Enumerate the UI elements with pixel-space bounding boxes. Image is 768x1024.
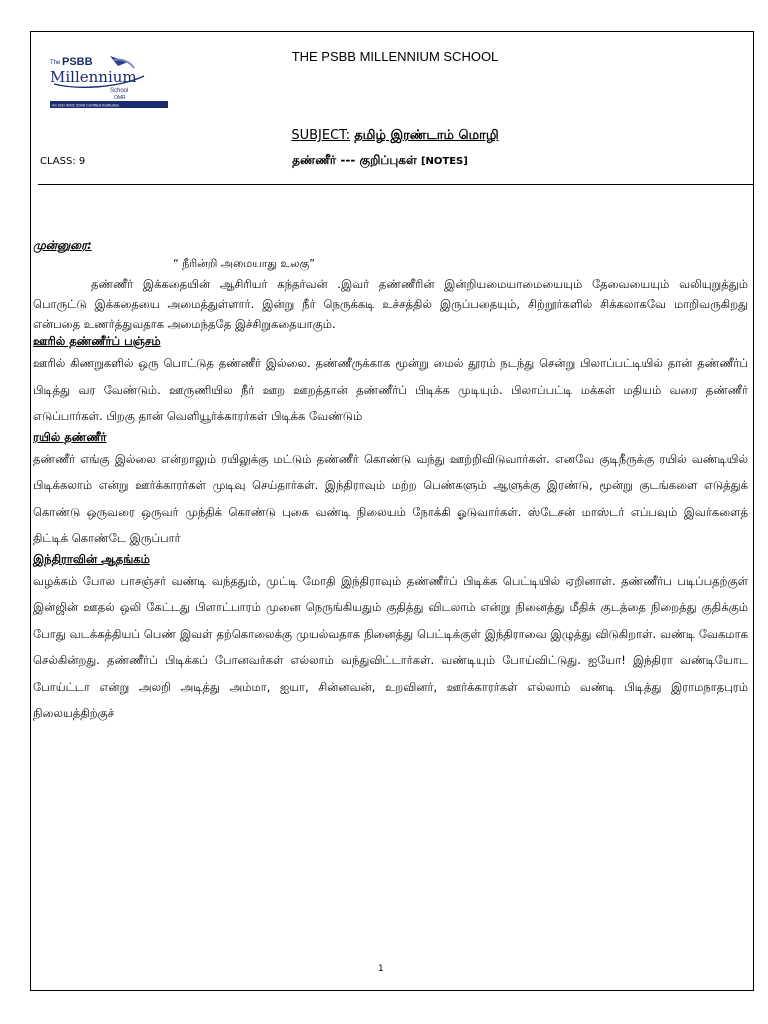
- intro-paragraph: தண்ணீர் இக்கதையின் ஆசிரியர் கந்தர்வன் .இவர் தண்ணீரின் இன்றியமையாமையையும் தேவையையும் வலியுறுத்தும் பொருட்டு இக்கதையை அமைத்துள்ளார். இன்று நீர் நெருக்கடி உச்சத்தில் இருப்பதையும், சிற்றூர்களில் சிக்கலாகவே மாறிவருகிறது என்பதை உணர்த்துவதாக அமைந்ததே இச்சிறுகதையாகும்.: [33, 277, 748, 331]
- subject-value: தமிழ் இரண்டாம் மொழி: [354, 128, 499, 143]
- subject-line: [215, 128, 575, 144]
- topic-text: தண்ணீர் --- குறிப்புகள்: [292, 153, 417, 167]
- section-heading-train-water: ரயில் தண்ணீர்: [33, 429, 107, 444]
- section-heading-indira: இந்திராவின் ஆதங்கம்: [33, 551, 150, 566]
- logo-millennium-text: Millennium: [50, 68, 137, 86]
- school-logo: [48, 52, 168, 110]
- paragraph-indira: வழக்கம் போல பாசஞ்சர் வண்டி வந்ததும், முட்டி மோதி இந்திராவும் தண்ணீர்ப் பிடிக்க பெட்டியில் ஏறினாள். தண்ணீர்ப படிப்பதற்குள் இன்ஜின் ஊதல் ஒலி கேட்டது பிளாட்பாரம் முனை நெருங்கியதும் குதித்து விடலாம் என்று நினைத்து மீதிக் குடத்தை நிறைத்து குதிக்கும் போது வடக்கத்தியப் பெண் இவள் தற்கொலைக்கு முயல்வதாக நினைத்து பெட்டிக்குள் இந்திராவை இழுத்து விடுகிறாள். வண்டி வேகமாக செல்கின்றது. தண்ணீர்ப் பிடிக்கப் போனவர்கள் எல்லாம் வந்துவிட்டார்கள். வண்டியும் போய்விட்டுது. ஐயோ! இந்திரா வண்டியோட போய்ட்டா என்று அலறி அடித்து அம்மா, ஐயா, சின்னவன், உறவினர், ஊர்க்காரர்கள் எல்லாம் வண்டி பிடித்து இராமநாதபுரம் நிலையத்திற்குச்: [33, 573, 748, 720]
- paragraph-water-scarcity: ஊரில் கிணறுகளில் ஒரு பொட்டுத தண்ணீர் இல்லை. தண்ணீருக்காக மூன்று மைல் தூரம் நடந்து சென்று பிலாப்பட்டியில் தான் தண்ணீர்ப் பிடித்து வர வேண்டும். ஊருணியில நீர் ஊற ஊறத்தான் தண்ணீர்ப் பிடிக்க முடியும். பிலாப்பட்டி மக்கள் மதியம் வரை தண்ணீர் எடுப்பார்கள். பிறகு தான் வெளியூர்க்காரர்கள் பிடிக்க வேண்டும்: [33, 356, 748, 423]
- logo-omr-text: OMR: [114, 95, 126, 101]
- logo-school-text: School: [110, 88, 129, 94]
- logo-the-text: The: [50, 60, 61, 66]
- logo-psbb-text: PSBB: [62, 56, 93, 68]
- intro-heading: முன்னுரை:: [33, 238, 92, 252]
- intro-quote: “ நீரின்றி அமையாது உலகு”: [173, 257, 316, 270]
- subject-label: SUBJECT:: [291, 128, 351, 143]
- notes-body: [33, 238, 748, 727]
- header-divider: [38, 184, 754, 185]
- topic-tag: [NOTES]: [420, 156, 468, 167]
- logo-iso-text: An ISO 9001:2008 Certified Institution: [52, 102, 120, 108]
- paragraph-train-water: தண்ணீர் எங்கு இல்லை என்றாலும் ரயிலுக்கு மட்டும் தண்ணீர் கொண்டு வந்து ஊற்றிவிடுவார்கள். எனவே குடிநீருக்கு ரயில் வண்டியில் பிடிக்கலாம் என்று ஊர்க்காரர்கள் முடிவு செய்தார்கள். இந்திராவும் மற்ற பெண்களும் ஆளுக்கு இரண்டு, மூன்று குடங்களை எடுத்துக் கொண்டு ஒருவரை ஒருவர் முந்திக் கொண்டு புகை வண்டி நிலையம் நோக்கி ஓடுவார்கள். ஸ்டேசன் மாஸ்டர் எப்பவும் இவர்களைத் திட்டிக் கொண்டே இருப்பார்: [33, 451, 748, 545]
- class-label: CLASS: 9: [40, 156, 86, 167]
- page-number: 1: [378, 964, 384, 974]
- school-name: THE PSBB MILLENNIUM SCHOOL: [291, 49, 499, 64]
- section-heading-water-scarcity: ஊரில் தண்ணீர்ப் பஞ்சம்: [33, 334, 161, 348]
- topic-title: [200, 153, 560, 169]
